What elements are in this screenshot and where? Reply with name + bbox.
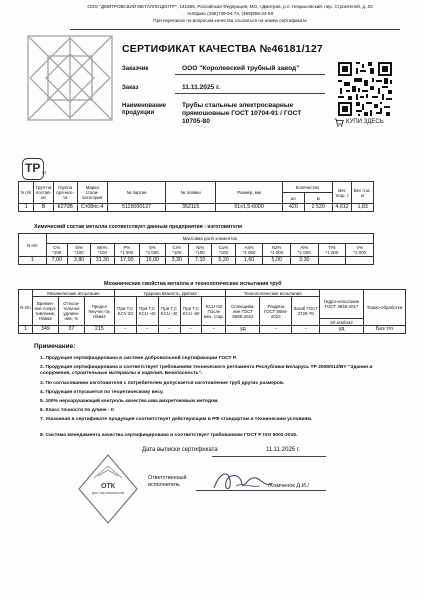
mech-col-impact: Ударная вязкость, Дж/см2 [114, 290, 226, 297]
mech-col-yield: Предел текучес-ти, Н/мм2 [84, 297, 114, 326]
product-value-2: прямошовные ГОСТ 10704-91 / ГОСТ [182, 110, 302, 117]
note-5: 5. 100% неразрушающий контроль качества шва вихретоковым методом. [40, 399, 219, 404]
mech-col-kcu20: KCU+20 После мех. стар. [202, 297, 226, 326]
chem-cell-value: 5,20 [212, 257, 235, 265]
customer-label: Заказчик [122, 66, 149, 72]
chem-cell-value: 3,80 [67, 257, 90, 265]
chem-title: Химический состав металла соответствует данным предприятия - изготовителя [34, 224, 243, 230]
tr-mark-sub: ВТ [42, 170, 47, 175]
mech-cell-value: - [136, 326, 158, 334]
product-label-2: продукции [122, 110, 155, 116]
order-underline [175, 93, 325, 94]
tr-mark-text: TP [25, 161, 41, 175]
mech-cell-value: - [292, 326, 320, 334]
chem-col-mass: Массовая доля элементов [46, 234, 373, 244]
cell-grade: Ст08пс-4 [77, 204, 107, 212]
mech-col-kcu60: При T,С KCU -60 [180, 297, 202, 326]
order-label: Заказ [122, 85, 139, 91]
note-2: 2. Продукция сертифицирована и соответствует требованиям технического регламента Республики Беларусь ТР 2009/013/BY "Здания и сооружения, строительные материалы и изделия. Безопасность". [40, 365, 373, 376]
table-row [19, 204, 374, 212]
col-weight-m: Вес п.м., кг [352, 182, 374, 204]
cell-n: 1 [19, 204, 34, 212]
product-value-3: 10705-80 [182, 118, 210, 125]
mech-cell-value: 215 [84, 326, 114, 334]
certificate-title: СЕРТИФИКАТ КАЧЕСТВА №46181/127 [122, 43, 323, 55]
col-weight-theor: Вес теор. т [332, 182, 351, 204]
customer-value: ООО "Королевский трубный завод" [182, 65, 300, 72]
chem-cell-n: 1 [19, 257, 47, 265]
col-qty: Количество [283, 182, 333, 193]
mech-col-flare: Раздача ГОСТ 8694-2022 [260, 297, 292, 326]
kupi-zdes-link[interactable] [334, 118, 398, 128]
chem-col-element: P% *1 000 [114, 244, 140, 257]
note-3: 3. По согласованию изготовителя с потребителем допускается изготовление труб других размеров. [40, 381, 285, 386]
col-strength: Группа прочнос-ти [53, 182, 77, 204]
company-logo-icon [22, 30, 118, 126]
kupi-zdes-text: КУПИ ЗДЕСЬ [346, 119, 384, 125]
col-m: м [304, 193, 332, 204]
cell-weight-m: 1,83 [352, 204, 374, 212]
mech-cell-value: уд [226, 326, 260, 334]
signature-icon [206, 466, 276, 496]
note-1: 1. Продукция сертифицирована в системе добровольной сертификации ГОСТ Р. [40, 356, 237, 361]
mech-col-kcv20: При T,С KCV 20 [114, 297, 136, 326]
col-grade: Марка стали-категория [77, 182, 107, 204]
col-size: Размер, мм [216, 182, 283, 204]
mech-cell-value: - [202, 326, 226, 334]
issue-date-value: 11.11.2025 г. [266, 447, 300, 453]
responsible-name: /Хомченок Д.И./ [268, 483, 309, 489]
chem-col-element: Ni% *100 [189, 244, 212, 257]
otk-stamp-sub: для сертификатов [91, 491, 125, 495]
table-row [19, 257, 374, 265]
qr-code-icon[interactable] [336, 60, 394, 118]
note-6: 6. Класс точности по длине - II [40, 408, 114, 413]
responsible-label [148, 475, 187, 489]
mech-col-kcu40b: При T,С KCU -40 [158, 297, 180, 326]
chem-cell-value: 1,60 [235, 257, 263, 265]
mech-col-flat: Сплющива-ние ГОСТ 8695-2022 [226, 297, 260, 326]
chem-col-element: Cu% *100 [212, 244, 235, 257]
chem-col-element: Ti% *1 000 [318, 244, 346, 257]
chem-cell-value [346, 257, 374, 265]
mech-cell-value: - [158, 326, 180, 334]
mech-col-mech: Механические испытания [32, 290, 114, 297]
chem-cell-value: 31,30 [91, 257, 114, 265]
cell-pcs: 420 [283, 204, 305, 212]
mech-cell-value: уд [320, 326, 364, 334]
chem-cell-value: 3,30 [291, 257, 319, 265]
cell-size: 51х1,5-6000 [216, 204, 283, 212]
col-batch: № партии [107, 182, 165, 204]
customer-underline [175, 74, 325, 75]
chem-col-element: Cr% *100 [165, 244, 188, 257]
chem-cell-value [318, 257, 346, 265]
issue-date-label: Дата выписки сертификата [142, 447, 218, 453]
chem-col-element: As% *1 000 [235, 244, 263, 257]
col-melt: № плавки [166, 182, 216, 204]
responsible-underline [196, 490, 326, 491]
company-address: ООО "ДМИТРОВСКИЙ МЕТАЛЛОЦЕНТР", 141865, Российская Федерация, МО, г.Дмитров, р.п. Некрасовский, пер. Строителей, д. 20 [87, 4, 373, 9]
col-pcs: шт [283, 193, 305, 204]
mech-col-heat: Термо-обработка [364, 290, 406, 326]
chem-col-element: S% *1 000 [140, 244, 166, 257]
mech-col-kcu40: При T,С KCU -40 [136, 297, 158, 326]
mech-col-elong: Относи-тельное удлине-ние, % [58, 297, 84, 326]
product-label-1: Наименование [122, 103, 167, 109]
chem-cell-value: 7,10 [189, 257, 212, 265]
chem-col-element: V% *1 000 [346, 244, 374, 257]
cell-m: 2 520 [304, 204, 332, 212]
product-table [18, 181, 374, 212]
note-7: 7. Указанная в сертификате продукция соответствует действующим в РФ стандартам и техническим условиям. [40, 417, 313, 422]
cart-icon [334, 118, 344, 127]
chem-col-element: C% *100 [46, 244, 67, 257]
cell-melt: 352115 [166, 204, 216, 212]
issue-date-underline [212, 456, 326, 457]
chem-cell-value: 16,00 [140, 257, 166, 265]
mech-cell-n: 1 [19, 326, 33, 334]
table-row [19, 326, 406, 334]
responsible-label-1: Ответственный [148, 475, 187, 481]
mech-cell-value: 37 [58, 326, 84, 334]
mech-col-atm: 60 атм/см2 [320, 319, 364, 326]
cell-weight-theor: 4,612 [332, 204, 351, 212]
tr-mark-logo [22, 158, 50, 180]
mech-cell-value: - [180, 326, 202, 334]
chem-cell-value: 3,30 [165, 257, 188, 265]
mech-cell-value: Без т/о [364, 326, 406, 334]
col-group: Груп-па постав-ки [34, 182, 54, 204]
chem-cell-value: 5,00 [263, 257, 291, 265]
chem-table [18, 233, 374, 265]
chem-cell-value: 7,00 [46, 257, 67, 265]
cell-strength: К270В [53, 204, 77, 212]
mech-col-n: N п/п [19, 290, 33, 326]
note-4: 4. Продукция отпускается по теоретическому весу. [40, 390, 164, 395]
chem-col-element: Al% *1 000 [291, 244, 319, 257]
order-value: 11.11.2025 г. [182, 84, 221, 91]
mech-cell-value: - [114, 326, 136, 334]
note-8: 8. Система менеджмента качества сертифицирована и соответствует требованиям ГОСТ Р ISO 9001-2015. [40, 433, 298, 438]
chem-cell-value: 17,00 [114, 257, 140, 265]
chem-col-element: N2% *1 000 [263, 244, 291, 257]
chem-col-element: Mn% *100 [91, 244, 114, 257]
col-n: N п/п [19, 182, 34, 204]
mech-cell-value: - [260, 326, 292, 334]
chem-col-element: Si% *100 [67, 244, 90, 257]
otk-stamp-label: ОТК [101, 483, 115, 490]
notes-title: Примечание: [34, 343, 76, 350]
mech-col-tensile: Времен-ное сопро-тивление, Н/мм2 [32, 297, 58, 326]
mech-col-bend: Загиб ГОСТ 3728-78 [292, 297, 320, 326]
mech-col-tech: Технологические испытания [226, 290, 320, 297]
chem-col-n: N п/п [19, 234, 47, 257]
mech-title: Механические свойства металла и технологические испытания труб [104, 281, 282, 287]
mech-col-hydro: Гидро-испытание ГОСТ 3845-2017 [320, 290, 364, 319]
header-divider [70, 29, 400, 30]
product-value-1: Трубы стальные электросварные [182, 102, 294, 109]
mech-cell-value: 349 [32, 326, 58, 334]
responsible-label-2: исполнитель [148, 482, 180, 488]
cell-group: В [34, 204, 54, 212]
company-phone: тел/факс (495)739-94-74, (499)959-24-50 [186, 11, 274, 16]
cell-batch: 5115000127 [107, 204, 165, 212]
mech-table [18, 289, 406, 334]
correspondence-note: При переписке по вопросам качества ссылаться на номер сертификата [153, 18, 307, 23]
